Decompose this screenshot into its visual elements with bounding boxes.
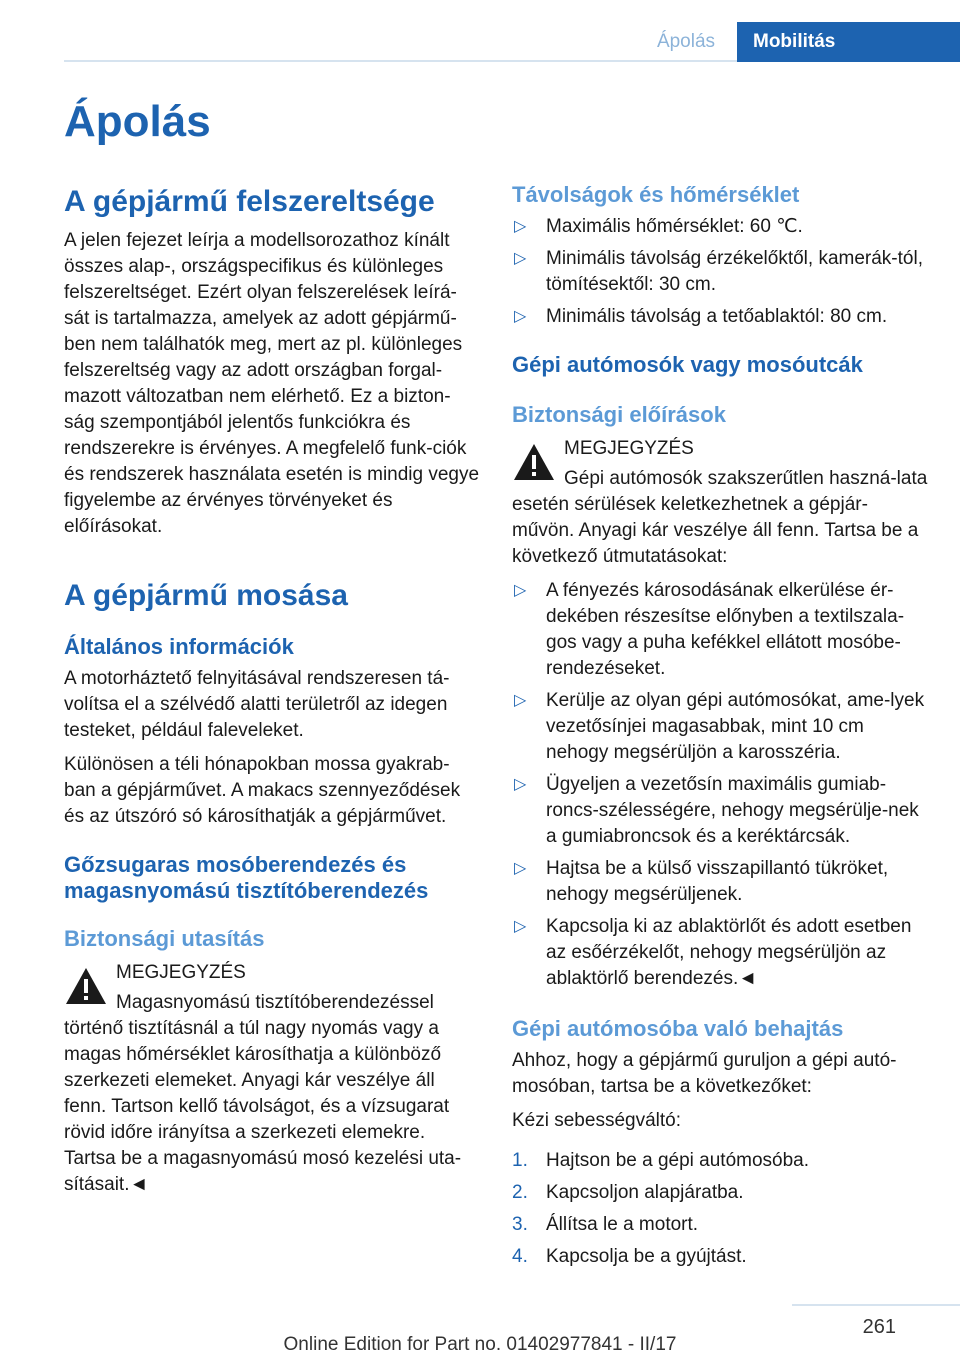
steps-list — [512, 1148, 928, 1270]
triangle-bullet-icon: ▷ — [514, 860, 527, 877]
car-wash-rules-list — [512, 578, 928, 992]
list-item: ▷ Kapcsolja ki az ablaktörlőt és adott esetben az esőérzékelőt, nehogy megsérüljön az ablaktörlő berendezés.◄ — [514, 916, 912, 989]
warning-text: Magasnyomású tisztítóberendezéssel történő tisztításnál a túl nagy nyomás vagy a magas hőmérséklet károsíthatja a különböző szerkezeti elemeket. Anyagi kár veszélye áll fenn. Tartson kellő távolságot, és a vízsugarat rövid időre irányítsa a szerkezeti elemekre. Tartsa be a magasnyomású mosó kezelési uta-sításait.◄ — [64, 992, 462, 1195]
equipment-paragraph: A jelen fejezet leírja a modellsorozathoz kínált összes alap-, országspecifikus és különleges felszereltséget. Ezért olyan felszerelések leírá-sát is tartalmazza, amelyek az adott gépjármű-ben nem találhatók meg, mert az pl. különleges felszereltség vagy az adott országban forgal-mazott változatban nem elérhető. Ez a bizton-ság szempontjából jelentős funkciókra és rendszerekre is érvényes. A megfelelő funk-ciók és rendszerek használata esetén is mindig vegye figyelembe az érvényes törvényeket és előírásokat. — [64, 230, 480, 537]
section-title-equipment: A gépjármű felszereltsége — [64, 185, 435, 218]
warning-notice — [512, 436, 928, 462]
list-item: 4. Kapcsolja be a gyújtást. — [512, 1246, 747, 1267]
list-item: ▷ Maximális hőmérséklet: 60 ℃. — [512, 214, 928, 240]
safety-note-title: Biztonsági utasítás — [64, 926, 265, 951]
warning-triangle-icon — [64, 966, 108, 1006]
right-column — [512, 182, 928, 1270]
list-item: ▷ Minimális távolság érzékelőktől, kamerák-tól, tömítésektől: 30 cm. — [514, 248, 923, 295]
drive-in-title: Gépi autómosóba való behajtás — [512, 1016, 844, 1041]
list-item: 2. Kapcsoljon alapjáratba. — [512, 1182, 744, 1203]
page-title: Ápolás — [64, 97, 211, 146]
tab-apolas[interactable]: Ápolás — [656, 31, 716, 52]
edition-footer: Online Edition for Part no. 01402977841 - II/17 — [283, 1334, 677, 1355]
list-item: ▷ Minimális távolság a tetőablaktól: 80 cm. — [512, 304, 928, 330]
triangle-bullet-icon: ▷ — [514, 692, 527, 709]
triangle-bullet-icon: ▷ — [514, 582, 527, 599]
list-item: 3. Állítsa le a motort. — [512, 1214, 699, 1235]
general-paragraph-2: Különösen a téli hónapokban mossa gyakrab-ban a gépjárművet. A makacs szennyeződések és az útszóró só károsíthatják a gépjárművet. — [64, 754, 461, 827]
triangle-bullet-icon: ▷ — [514, 918, 527, 935]
car-wash-title: Gépi autómosók vagy mosóutcák — [512, 352, 863, 377]
warning-notice — [64, 960, 480, 986]
list-item: ▷ A fényezés károsodásának elkerülése ér-dekében részesítse előnyben a textilszala-gos vagy a puha kefékkel ellátott mosóbe-rendezéseket. — [514, 580, 905, 679]
tab-mobilitas[interactable]: Mobilitás — [737, 22, 960, 62]
distances-list — [512, 214, 928, 330]
manual-transmission-label: Kézi sebességváltó: — [512, 1110, 681, 1131]
triangle-bullet-icon: ▷ — [514, 250, 527, 267]
list-item: 1. Hajtson be a gépi autómosóba. — [512, 1150, 810, 1171]
list-item: ▷ Kerülje az olyan gépi autómosókat, ame-lyek vezetősínjei magasabbak, mint 10 cm nehogy megsérüljön a karosszéria. — [514, 690, 925, 763]
page-number: 261 — [862, 1316, 896, 1338]
drive-in-paragraph: Ahhoz, hogy a gépjármű guruljon a gépi autó-mosóban, tartsa be a következőket: — [512, 1050, 897, 1097]
triangle-bullet-icon: ▷ — [514, 776, 527, 793]
safety-rules-title: Biztonsági előírások — [512, 402, 726, 427]
triangle-bullet-icon: ▷ — [514, 308, 527, 325]
left-column — [64, 182, 480, 1198]
warning-triangle-icon — [512, 442, 556, 482]
triangle-bullet-icon: ▷ — [514, 218, 527, 235]
footer-divider — [792, 1304, 960, 1306]
warning-text: Gépi autómosók szakszerűtlen haszná-lata esetén sérülések keletkezhetnek a gépjár-művön. Anyagi kár veszélye áll fenn. Tartsa be a következő útmutatásokat: — [512, 468, 928, 567]
distances-title: Távolságok és hőmérséklet — [512, 182, 800, 207]
general-info-title: Általános információk — [64, 634, 294, 659]
section-title-washing: A gépjármű mosása — [64, 579, 348, 612]
steam-cleaner-title: Gőzsugaras mosóberendezés és magasnyomású tisztítóberendezés — [64, 852, 429, 903]
general-paragraph-1: A motorháztető felnyitásával rendszeresen tá-volítsa el a szélvédő alatti területről az idegen testeket, például faleveleket. — [64, 668, 450, 741]
list-item: ▷ Ügyeljen a vezetősín maximális gumiab-roncs-szélességére, nehogy megsérülje-nek a gumiabroncsok és a keréktárcsák. — [514, 774, 919, 847]
warning-heading: MEGJEGYZÉS — [116, 962, 246, 983]
warning-heading: MEGJEGYZÉS — [564, 438, 694, 459]
list-item: ▷ Hajtsa be a külső visszapillantó tükröket, nehogy megsérüljenek. — [514, 858, 889, 905]
